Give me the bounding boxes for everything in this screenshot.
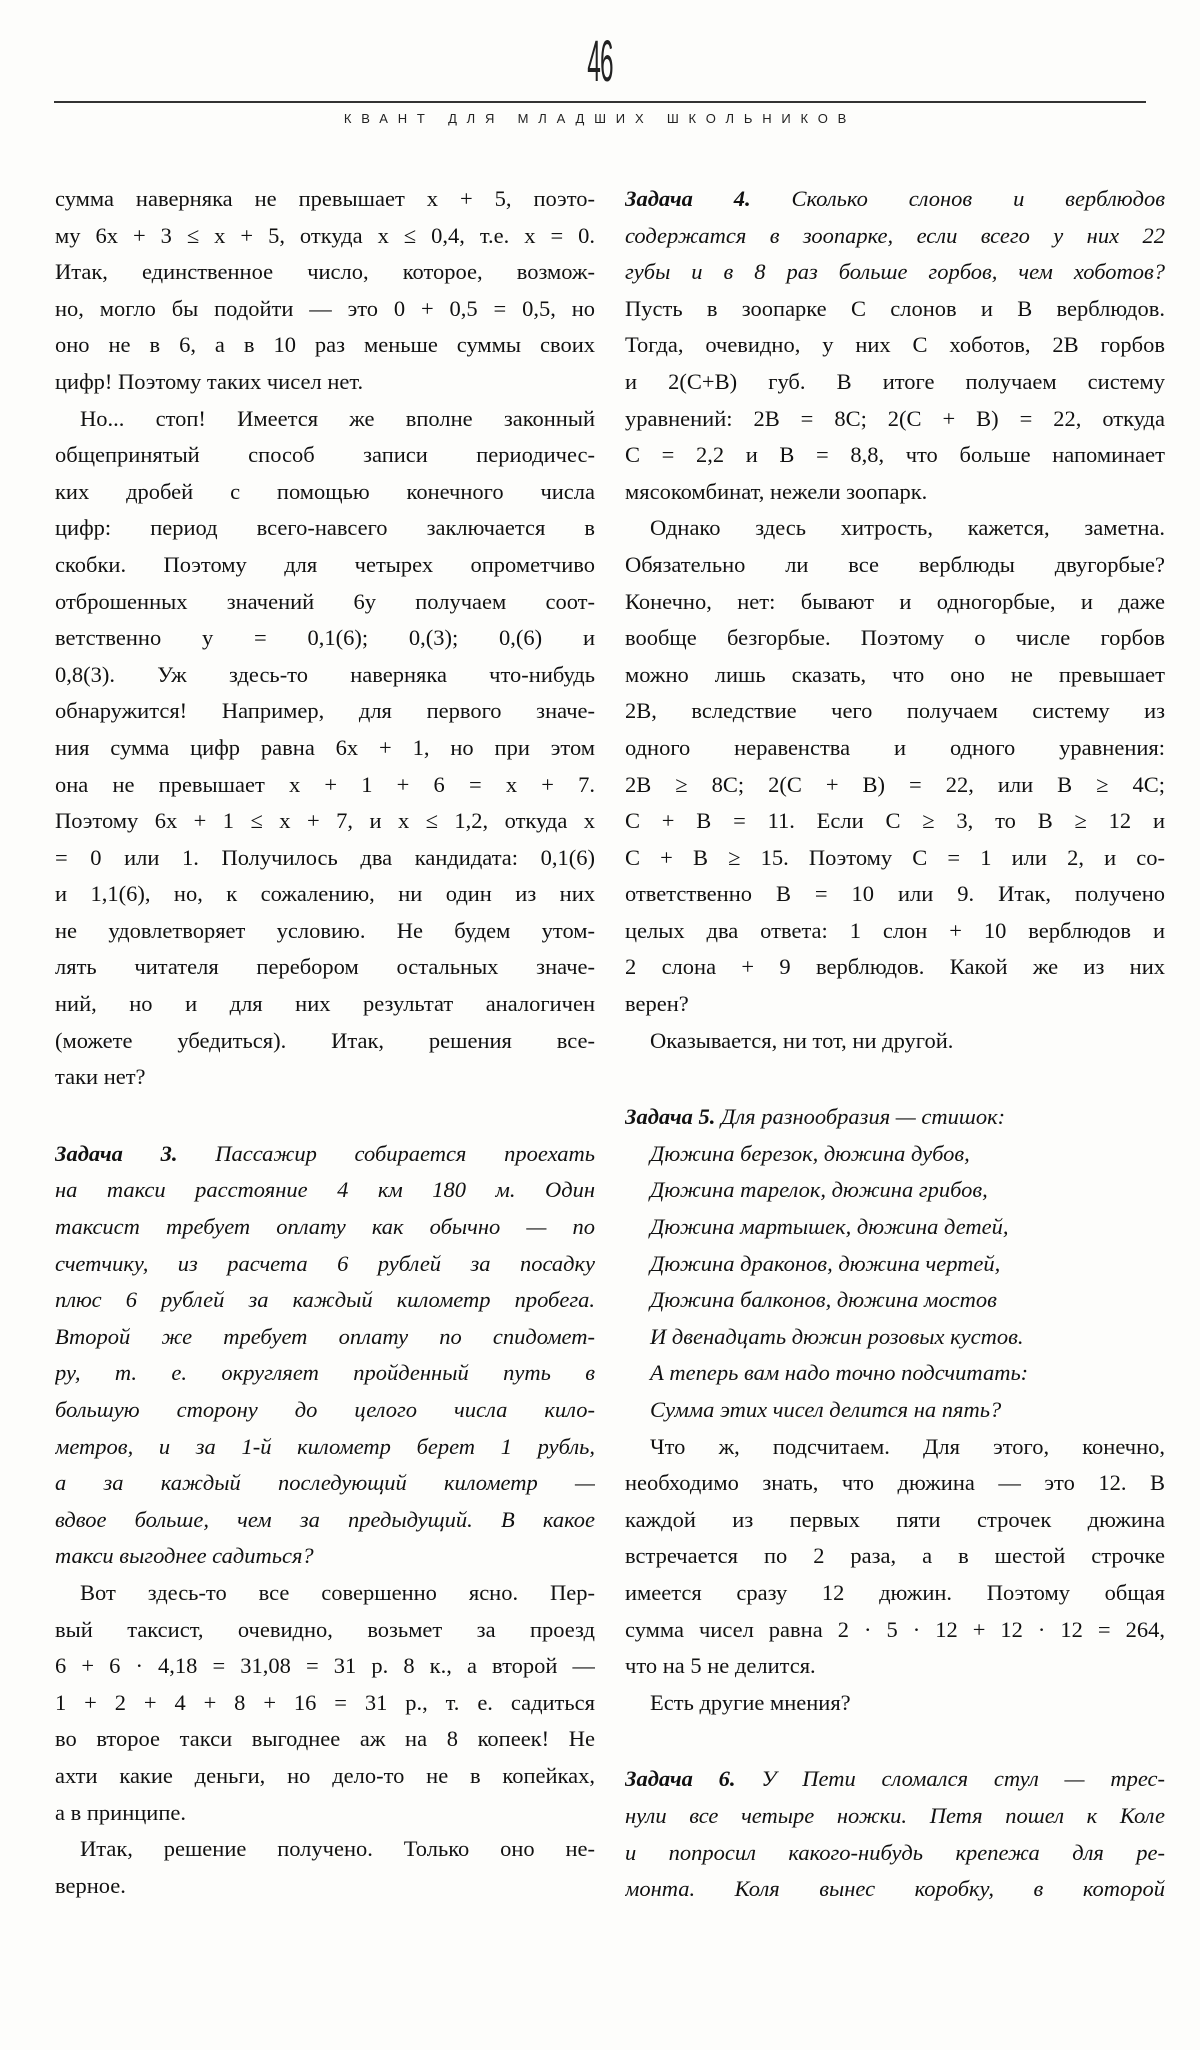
running-title: КВАНТ ДЛЯ МЛАДШИХ ШКОЛЬНИКОВ: [343, 111, 857, 126]
text-line: отброшенных значений 6y получаем соот-: [55, 588, 595, 614]
poem-line: Дюжина березок, дюжина дубов,: [650, 1140, 970, 1166]
header-rule: [54, 101, 1146, 103]
text-line: 2B ≥ 8C; 2(C + B) = 22, или B ≥ 4C;: [625, 771, 1165, 797]
poem-line: И двенадцать дюжин розовых кустов.: [650, 1323, 1024, 1349]
task-statement-line: содержатся в зоопарке, если всего у них 22: [625, 222, 1165, 248]
task-statement-line: большую сторону до целого числа кило-: [55, 1397, 595, 1422]
task-statement-line: и попросил какого-нибудь крепежа для ре-: [625, 1839, 1165, 1865]
task-statement-line: плюс 6 рублей за каждый километр пробега.: [55, 1287, 595, 1313]
task-statement-line: метров, и за 1-й километр берет 1 рубль,: [55, 1433, 595, 1459]
text-line: Итак, единственное число, которое, возмож-: [55, 259, 595, 285]
text-line: уравнений: 2B = 8C; 2(C + B) = 22, откуда: [625, 405, 1165, 431]
text-line: C = 2,2 и B = 8,8, что больше напоминает: [625, 442, 1165, 468]
task-statement-line: нули все четыре ножки. Петя пошел к Коле: [625, 1802, 1165, 1828]
text-line: не удовлетворяет условию. Не будем утом-: [55, 917, 595, 943]
text-line: = 0 или 1. Получилось два кандидата: 0,1(6): [55, 844, 595, 870]
text-line: Пусть в зоопарке C слонов и B верблюдов.: [625, 295, 1165, 321]
task-statement-line: вдвое больше, чем за предыдущий. В какое: [55, 1506, 595, 1532]
text-line: имеется сразу 12 дюжин. Поэтому общая: [625, 1579, 1165, 1605]
text-line: цифр! Поэтому таких чисел нет.: [55, 368, 364, 394]
task-3: [55, 1136, 595, 1904]
text-line: Однако здесь хитрость, кажется, заметна.: [650, 515, 1165, 541]
task-statement-line: такси выгоднее садиться?: [55, 1543, 314, 1569]
text-line: Обязательно ли все верблюды двугорбые?: [625, 551, 1165, 577]
text-line: ний, но и для них результат аналогичен: [55, 991, 595, 1017]
text-line: лять читателя перебором остальных значе-: [55, 954, 595, 980]
text-line: необходимо знать, что дюжина — это 12. В: [625, 1470, 1165, 1496]
poem: [625, 1136, 1165, 1429]
task-statement-start: Сколько слонов и верблюдов: [791, 186, 1165, 211]
text-line: что на 5 не делится.: [625, 1653, 816, 1679]
text-line: вообще безгорбые. Поэтому о числе горбов: [625, 625, 1165, 651]
right-column: [625, 181, 1165, 1908]
text-line: вый таксист, очевидно, возьмет за проезд: [55, 1616, 595, 1642]
text-line: C + B = 11. Если C ≥ 3, то B ≥ 12 и: [625, 808, 1165, 834]
text-line: ответственно B = 10 или 9. Итак, получено: [625, 881, 1165, 907]
text-line: 2 слона + 9 верблюдов. Какой же из них: [625, 954, 1165, 980]
text-line: и 2(C+B) губ. В итоге получаем систему: [625, 368, 1165, 394]
paragraph-periodic-fractions: [55, 401, 595, 1096]
text-line: 6 + 6 · 4,18 = 31,08 = 31 р. 8 к., а второй —: [55, 1653, 595, 1679]
text-line: и 1,1(6), но, к сожалению, ни один из них: [55, 881, 595, 907]
text-line: сумма наверняка не превышает x + 5, поэто-: [55, 186, 595, 211]
text-line: но, могло бы подойти — это 0 + 0,5 = 0,5, но: [55, 295, 595, 321]
text-line: верное.: [55, 1872, 126, 1898]
text-line: верен?: [625, 991, 689, 1017]
text-line: цифр: период всего-навсего заключается в: [55, 515, 595, 541]
task-6: [625, 1761, 1165, 1907]
section-gap: [625, 1721, 1165, 1761]
text-line: Поэтому 6x + 1 ≤ x + 7, и x ≤ 1,2, откуда x: [55, 808, 595, 834]
task-statement-line: Второй же требует оплату по спидомет-: [55, 1323, 595, 1349]
text-line: скобки. Поэтому для четырех опрометчиво: [55, 551, 595, 577]
task-label: Задача 4.: [625, 186, 751, 211]
continuation-paragraph: [55, 181, 595, 401]
text-line: ветственно y = 0,1(6); 0,(3); 0,(6) и: [55, 625, 595, 651]
text-line: сумма чисел равна 2 · 5 · 12 + 12 · 12 = 264,: [625, 1616, 1165, 1642]
poem-line: Дюжина драконов, дюжина чертей,: [650, 1250, 1001, 1276]
text-line: C + B ≥ 15. Поэтому C = 1 или 2, и со-: [625, 844, 1165, 870]
section-gap: [625, 1059, 1165, 1099]
left-column: [55, 181, 595, 1904]
text-line: ния сумма цифр равна 6x + 1, но при этом: [55, 734, 595, 760]
text-line: мясокомбинат, нежели зоопарк.: [625, 478, 928, 504]
task-heading-line: [625, 1761, 1165, 1798]
text-line: каждой из первых пяти строчек дюжина: [625, 1506, 1165, 1532]
text-line: ких дробей с помощью конечного числа: [55, 478, 595, 504]
text-line: Что ж, подсчитаем. Для этого, конечно,: [650, 1433, 1165, 1459]
text-line: во второе такси выгоднее аж на 8 копеек! Не: [55, 1726, 595, 1752]
text-line: ахти какие деньги, но дело-то не в копейках,: [55, 1762, 595, 1788]
text-line: обнаружится! Например, для первого значе-: [55, 698, 595, 724]
text-line: Вот здесь-то все совершенно ясно. Пер-: [80, 1579, 595, 1605]
text-line: а в принципе.: [55, 1799, 186, 1825]
poem-line: Дюжина балконов, дюжина мостов: [650, 1287, 997, 1313]
section-gap: [55, 1096, 595, 1136]
text-line: оно не в 6, а в 10 раз меньше суммы своих: [55, 332, 595, 358]
text-line: 1 + 2 + 4 + 8 + 16 = 31 р., т. е. садиться: [55, 1689, 595, 1715]
text-line: таки нет?: [55, 1064, 146, 1090]
text-line: можно лишь сказать, что оно не превышает: [625, 661, 1165, 687]
text-line: (можете убедиться). Итак, решения все-: [55, 1027, 595, 1053]
text-line: одного неравенства и одного уравнения:: [625, 734, 1165, 760]
text-line: му 6x + 3 ≤ x + 5, откуда x ≤ 0,4, т.е. x = 0.: [55, 222, 595, 248]
text-line: 2B, вследствие чего получаем систему из: [625, 698, 1165, 724]
text-line: Но... стоп! Имеется же вполне законный: [80, 405, 595, 431]
poem-line: Дюжина тарелок, дюжина грибов,: [650, 1177, 988, 1203]
text-line: Конечно, нет: бывают и одногорбые, и даже: [625, 588, 1165, 614]
task-5: [625, 1099, 1165, 1721]
text-line: 0,8(3). Уж здесь-то наверняка что-нибудь: [55, 661, 595, 687]
poem-line: Дюжина мартышек, дюжина детей,: [650, 1214, 1009, 1240]
task-statement-line: таксист требует оплату как обычно — по: [55, 1214, 595, 1240]
task-heading-line: [625, 1099, 1165, 1136]
task-statement-line: на такси расстояние 4 км 180 м. Один: [55, 1177, 595, 1203]
task-statement-start: Пассажир собирается проехать: [215, 1140, 595, 1166]
task-label: Задача 6.: [625, 1766, 736, 1792]
poem-line: А теперь вам надо точно подсчитать:: [650, 1360, 1029, 1386]
poem-line: Сумма этих чисел делится на пять?: [650, 1397, 1002, 1422]
text-line: Тогда, очевидно, у них C хоботов, 2B горбов: [625, 332, 1165, 358]
text-line: общепринятый способ записи периодичес-: [55, 442, 595, 468]
task-heading-line: [55, 1136, 595, 1173]
task-heading-line: [625, 181, 1165, 218]
text-line: целых два ответа: 1 слон + 10 верблюдов и: [625, 917, 1165, 943]
task-label: Задача 5.: [625, 1104, 716, 1130]
task-statement-line: монта. Коля вынес коробку, в которой: [625, 1876, 1165, 1902]
task-statement-start: Для разнообразия — стишок:: [721, 1104, 1006, 1130]
text-line: Есть другие мнения?: [650, 1689, 851, 1715]
task-label: Задача 3.: [55, 1140, 178, 1166]
task-statement-line: ру, т. е. округляет пройденный путь в: [55, 1360, 595, 1386]
text-line: Итак, решение получено. Только оно не-: [80, 1836, 595, 1862]
task-statement-line: а за каждый последующий километр —: [55, 1470, 595, 1496]
text-line: Оказывается, ни тот, ни другой.: [650, 1027, 954, 1053]
task-statement-line: счетчику, из расчета 6 рублей за посадку: [55, 1250, 595, 1276]
task-statement-line: губы и в 8 раз больше горбов, чем хоботов?: [625, 259, 1165, 285]
text-line: встречается по 2 раза, а в шестой строчке: [625, 1543, 1165, 1569]
page-number: 46: [587, 29, 613, 94]
text-line: она не превышает x + 1 + 6 = x + 7.: [55, 771, 595, 797]
task-statement-start: У Пети сломался стул — трес-: [761, 1766, 1165, 1792]
task-4: [625, 181, 1165, 1059]
